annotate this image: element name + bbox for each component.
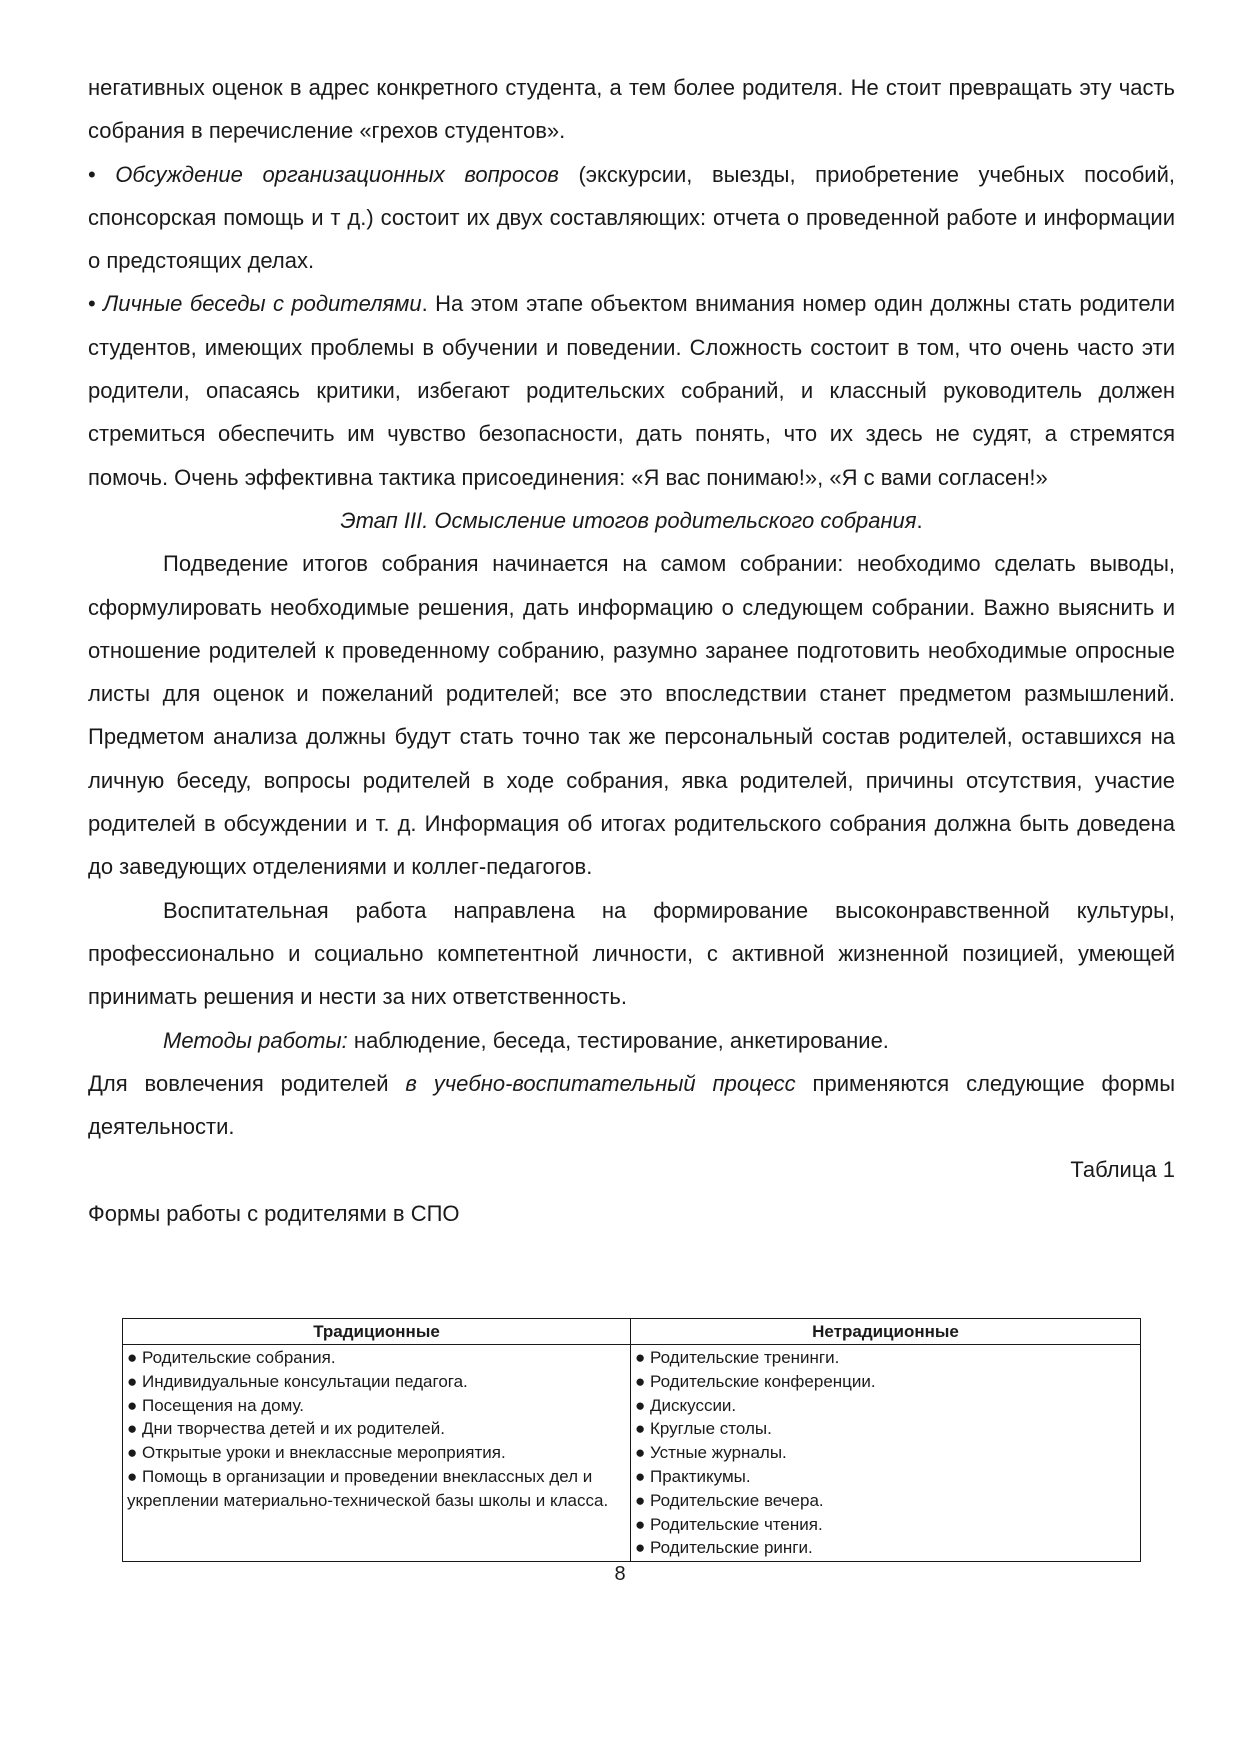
- list-item: ● Круглые столы.: [635, 1419, 772, 1439]
- paragraph: Воспитательная работа направлена на формирование высоконравственной культуры, профессионально и социально компетентной личности, с активной жизненной позицией, умеющей принимать решения и нести за них ответственность.: [88, 897, 1175, 1010]
- list-item: ● Родительские ринги.: [635, 1538, 813, 1558]
- bullet-paragraph: [88, 282, 1175, 498]
- paragraph: [88, 1062, 1175, 1149]
- list-item: ● Посещения на дому.: [127, 1395, 305, 1415]
- table-label: Таблица 1: [1070, 1157, 1175, 1183]
- paragraph: [88, 1019, 1175, 1062]
- bullet-marker: •: [88, 291, 96, 317]
- list-item: ● Помощь в организации и проведении внеклассных дел и укреплении материально-технической базы школы и класса.: [127, 1466, 609, 1510]
- list-item: ● Устные журналы.: [635, 1443, 787, 1463]
- nontraditional-cell: [631, 1345, 1141, 1562]
- section-heading-text: Этап III. Осмысление итогов родительского собрания: [340, 507, 917, 533]
- italic-term: Обсуждение организационных вопросов: [115, 161, 559, 187]
- paragraph: Подведение итогов собрания начинается на самом собрании: необходимо сделать выводы, сформулировать необходимые решения, дать информацию о следующем собрании. Важно выяснить и отношение родителей к проведенному собранию, разумно заранее подготовить необходимые опросные листы для оценок и пожеланий родителей; все это впоследствии станет предметом размышлений. Предметом анализа должны будут стать точно так же персональный состав родителей, оставшихся на личную беседу, вопросы родителей в ходе собрания, явка родителей, причины отсутствия, участие родителей в обсуждении и т. д. Информация об итогах родительского собрания должна быть доведена до заведующих отделениями и коллег-педагогов.: [88, 551, 1175, 880]
- list-item: ● Родительские конференции.: [635, 1371, 876, 1391]
- italic-term: Личные беседы с родителями: [103, 291, 422, 317]
- paragraph-text: Для вовлечения родителей: [88, 1070, 406, 1096]
- paragraph-text: применяются следующие формы деятельности.: [88, 1070, 1176, 1140]
- traditional-cell: [123, 1345, 631, 1562]
- table-row: [123, 1345, 1141, 1562]
- forms-table: [122, 1318, 1141, 1562]
- bullet-paragraph: [88, 153, 1175, 283]
- column-header-traditional: Традиционные: [123, 1319, 631, 1345]
- list-item: ● Родительские тренинги.: [635, 1348, 840, 1367]
- bullet-marker: •: [88, 161, 96, 187]
- column-header-nontraditional: Нетрадиционные: [631, 1319, 1141, 1345]
- paragraph-text: (экскурсии, выезды, приобретение учебных пособий, спонсорская помощь и т д.) состоит их двух составляющих: отчета о проведенной работе и информации о предстоящих делах.: [88, 161, 1175, 274]
- page-number: 8: [614, 1563, 626, 1585]
- table-header-row: [123, 1319, 1141, 1345]
- list-item: ● Родительские чтения.: [635, 1514, 823, 1534]
- italic-term: Методы работы:: [163, 1027, 348, 1053]
- list-item: ● Практикумы.: [635, 1466, 751, 1486]
- list-item: ● Индивидуальные консультации педагога.: [127, 1371, 468, 1391]
- paragraph-text: . На этом этапе объектом внимания номер один должны стать родители студентов, имеющих проблемы в обучении и поведении. Сложность состоит в том, что очень часто эти родители, опасаясь критики, избегают родительских собраний, и классный руководитель должен стремиться обеспечить им чувство безопасности, дать понять, что их здесь не судят, а стремятся помочь. Очень эффективна тактика присоединения: «Я вас понимаю!», «Я с вами согласен!»: [88, 291, 1175, 490]
- italic-term: в учебно-воспитательный процесс: [405, 1070, 796, 1096]
- section-heading-dot: .: [916, 507, 923, 533]
- paragraph: негативных оценок в адрес конкретного студента, а тем более родителя. Не стоит превращать эту часть собрания в перечисление «грехов студентов».: [88, 75, 1175, 144]
- body-text: [88, 66, 1175, 1235]
- section-heading: [88, 499, 1175, 542]
- list-item: ● Дискуссии.: [635, 1395, 737, 1415]
- paragraph-text: наблюдение, беседа, тестирование, анкетирование.: [347, 1027, 889, 1053]
- list-item: ● Родительские вечера.: [635, 1490, 824, 1510]
- table-title: Формы работы с родителями в СПО: [88, 1200, 460, 1226]
- list-item: ● Дни творчества детей и их родителей.: [127, 1419, 445, 1439]
- list-item: ● Родительские собрания.: [127, 1348, 336, 1367]
- list-item: ● Открытые уроки и внеклассные мероприятия.: [127, 1443, 506, 1463]
